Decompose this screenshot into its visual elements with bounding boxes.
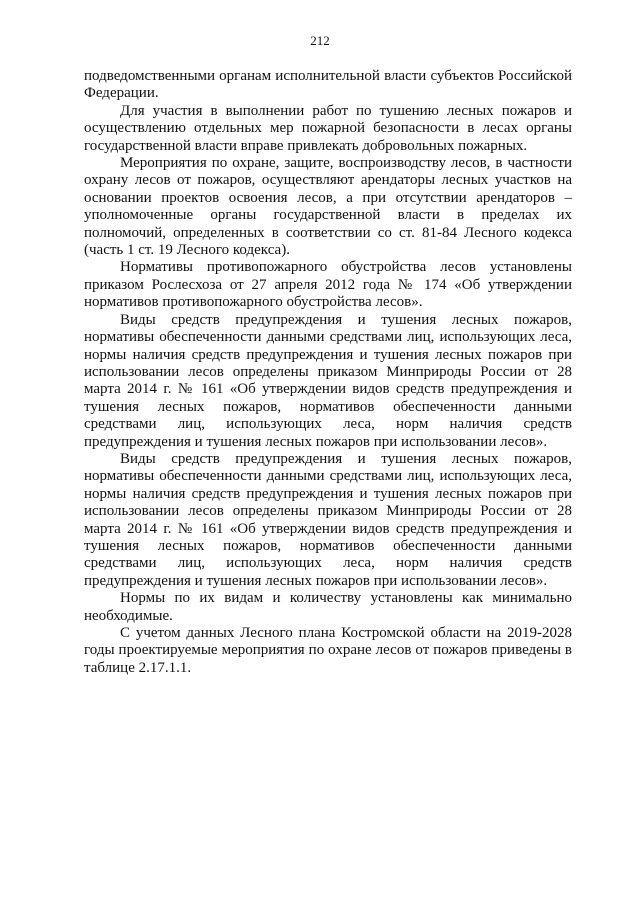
paragraph-minimum-norms: Нормы по их видам и количеству установлены как минимально необходимые. xyxy=(84,590,572,624)
page-number: 212 xyxy=(310,33,330,48)
paragraph-fire-equipment-types: Виды средств предупреждения и тушения лесных пожаров, нормативы обеспеченности данными средствами лиц, использующих леса, нормы наличия средств предупреждения и тушения лесных пожаров при использовании лесов определены приказом Минприроды России от 28 марта 2014 г. № 161 «Об утверждении видов средств предупреждения и тушения лесных пожаров, нормативов обеспеченности данными средствами лиц, использующих леса, норм наличия средств предупреждения и тушения лесных пожаров при использовании лесов». xyxy=(84,311,572,450)
paragraph-forest-protection-measures: Мероприятия по охране, защите, воспроизводству лесов, в частности охрану лесов от пожаров, осуществляют арендаторы лесных участков на основании проектов освоения лесов, а при отсутствии арендаторов – уполномоченные органы государственной власти в пределах их полномочий, определенных в соответствии со ст. 81-84 Лесного кодекса (часть 1 ст. 19 Лесного кодекса). xyxy=(84,155,572,259)
document-body xyxy=(84,68,572,677)
paragraph-fire-prevention-standards: Нормативы противопожарного обустройства лесов установлены приказом Рослесхоза от 27 апреля 2012 года № 174 «Об утверждении нормативов противопожарного обустройства лесов». xyxy=(84,259,572,311)
paragraph-volunteer-firefighters: Для участия в выполнении работ по тушению лесных пожаров и осуществлению отдельных мер пожарной безопасности в лесах органы государственной власти вправе привлекать добровольных пожарных. xyxy=(84,102,572,154)
paragraph-continuation: подведомственными органам исполнительной власти субъектов Российской Федерации. xyxy=(84,68,572,102)
paragraph-fire-equipment-types-repeat: Виды средств предупреждения и тушения лесных пожаров, нормативы обеспеченности данными средствами лиц, использующих леса, нормы наличия средств предупреждения и тушения лесных пожаров при использовании лесов определены приказом Минприроды России от 28 марта 2014 г. № 161 «Об утверждении видов средств предупреждения и тушения лесных пожаров, нормативов обеспеченности данными средствами лиц, использующих леса, норм наличия средств предупреждения и тушения лесных пожаров при использовании лесов». xyxy=(84,450,572,589)
paragraph-forest-plan-reference: С учетом данных Лесного плана Костромской области на 2019-2028 годы проектируемые мероприятия по охране лесов от пожаров приведены в таблице 2.17.1.1. xyxy=(84,625,572,676)
